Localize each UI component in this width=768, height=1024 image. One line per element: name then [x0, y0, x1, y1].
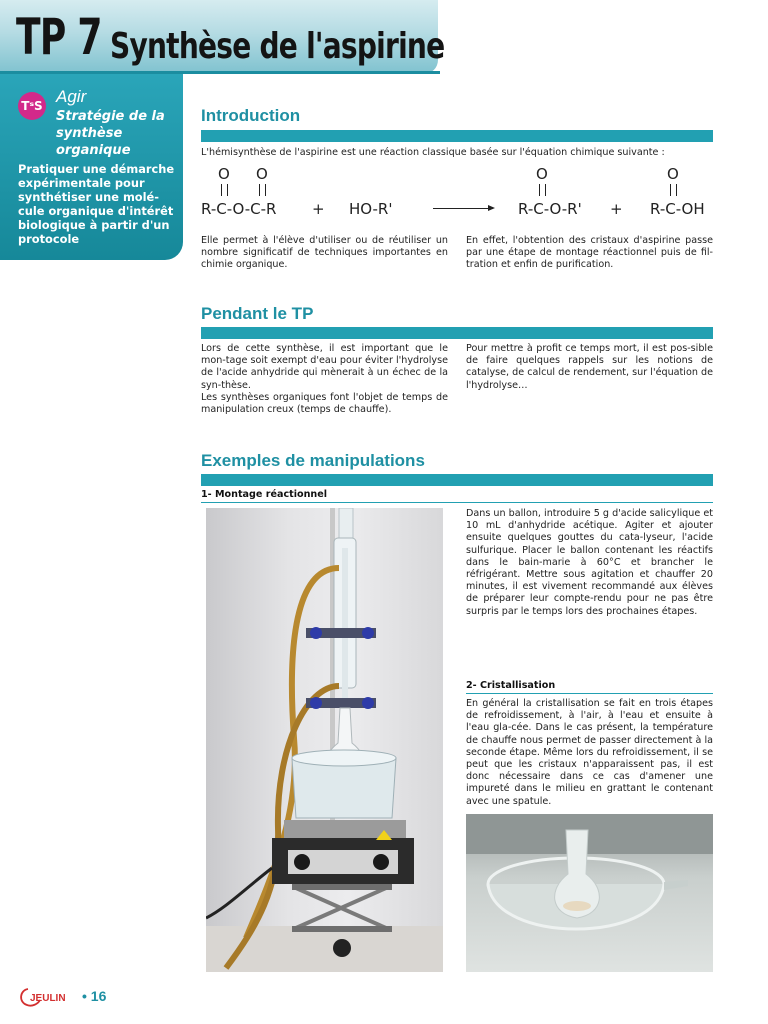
- page-number: • 16: [82, 988, 107, 1004]
- reaction-arrow-head: [488, 205, 495, 211]
- pendant-left-para-2: Les synthèses organiques font l'objet de temps de manipulation creux (temps de chauffe).: [201, 391, 448, 416]
- introduction-bar: [201, 130, 713, 142]
- step2-text: En général la cristallisation se fait en trois étapes de refroidissement, à l'air, à l'eau et ensuite à l'eau gla-cée. Dans le cas présent, la température de chauffe nous permet de passer directement à la seconde étape. Même lors du refroidissement, il se peut que les cristaux n'apparaissent pas, il est donc nécessaire dans ce cas d'amener une impureté dans le milieu en grattant le contenant avec une spatule.: [466, 698, 713, 807]
- oxygen-3: O: [536, 165, 548, 183]
- step1-rule: [201, 502, 713, 503]
- reaction-arrow: [433, 208, 493, 209]
- oxygen-4: O: [667, 165, 679, 183]
- pendant-bar: [201, 327, 713, 339]
- oxygen-1: O: [218, 165, 230, 183]
- product-acid: R-C-OH: [650, 200, 705, 218]
- sidebar-description: Pratiquer une démarche expérimentale pour synthétiser une molé-cule organique d'intérêt biologique à partir d'un protocole: [18, 162, 175, 246]
- step2-rule: [466, 693, 713, 694]
- double-bond-2: [259, 184, 266, 196]
- tp-title: Synthèse de l'aspirine: [110, 26, 445, 67]
- pendant-left-col: [201, 343, 448, 416]
- product-ester: R-C-O-R': [518, 200, 582, 218]
- double-bond-1: [221, 184, 228, 196]
- introduction-left-col: Elle permet à l'élève d'utiliser ou de réutiliser un nombre significatif de techniques importantes en chimie organique.: [201, 235, 448, 271]
- sidebar-category: Agir: [56, 87, 87, 106]
- pendant-left-para-1: Lors de cette synthèse, il est important que le mon-tage soit exempt d'eau pour éviter l'hydrolyse de l'acide anhydride qui mènerait à un échec de la syn-thèse.: [201, 343, 448, 391]
- reactant-alcohol: HO-R': [349, 200, 393, 218]
- plus-sign-2: +: [610, 200, 623, 218]
- step1-title: 1- Montage réactionnel: [201, 489, 328, 500]
- step1-text: Dans un ballon, introduire 5 g d'acide salicylique et 10 mL d'anhydride acétique. Agiter et ajouter ensuite quelques gouttes du cata-lyseur, l'acide sulfurique. Placer le ballon contenant les réactifs dans le bain-marie à 60°C et brancher le réfrigérant. Mettre sous agitation et chauffer 20 minutes, il est vivement recommandé aux élèves de préparer leur compte-rendu pour ne pas être surpris par le temps lors des prochaines étapes.: [466, 508, 713, 617]
- double-bond-3: [539, 184, 546, 196]
- page-title: [16, 8, 445, 67]
- jeulin-logo: [18, 986, 80, 1012]
- reactant-anhydride: R-C-O-C-R: [201, 200, 277, 218]
- level-badge: TˢS: [18, 92, 46, 120]
- reflux-setup-photo: [206, 508, 443, 972]
- sidebar-subtitle: Stratégie de la synthèse organique: [56, 109, 165, 158]
- introduction-right-col: En effet, l'obtention des cristaux d'aspirine passe par une étape de montage réactionnel puis de fil-tration et enfin de purification.: [466, 235, 713, 271]
- brand-text: JEULIN: [30, 993, 66, 1004]
- oxygen-2: O: [256, 165, 268, 183]
- double-bond-4: [670, 184, 677, 196]
- exemples-bar: [201, 474, 713, 486]
- introduction-lead: L'hémisynthèse de l'aspirine est une réaction classique basée sur l'équation chimique suivante :: [201, 147, 665, 158]
- exemples-heading: Exemples de manipulations: [201, 451, 425, 470]
- step2-title: 2- Cristallisation: [466, 680, 556, 691]
- introduction-heading: Introduction: [201, 106, 301, 125]
- tp-number: TP 7: [16, 8, 102, 66]
- crystallisation-photo: [466, 814, 713, 972]
- plus-sign-1: +: [312, 200, 325, 218]
- pendant-right-col: Pour mettre à profit ce temps mort, il est pos-sible de faire quelques rappels sur les notions de catalyse, de calcul de rendement, sur l'équation de l'hydrolyse…: [466, 343, 713, 391]
- pendant-heading: Pendant le TP: [201, 304, 314, 323]
